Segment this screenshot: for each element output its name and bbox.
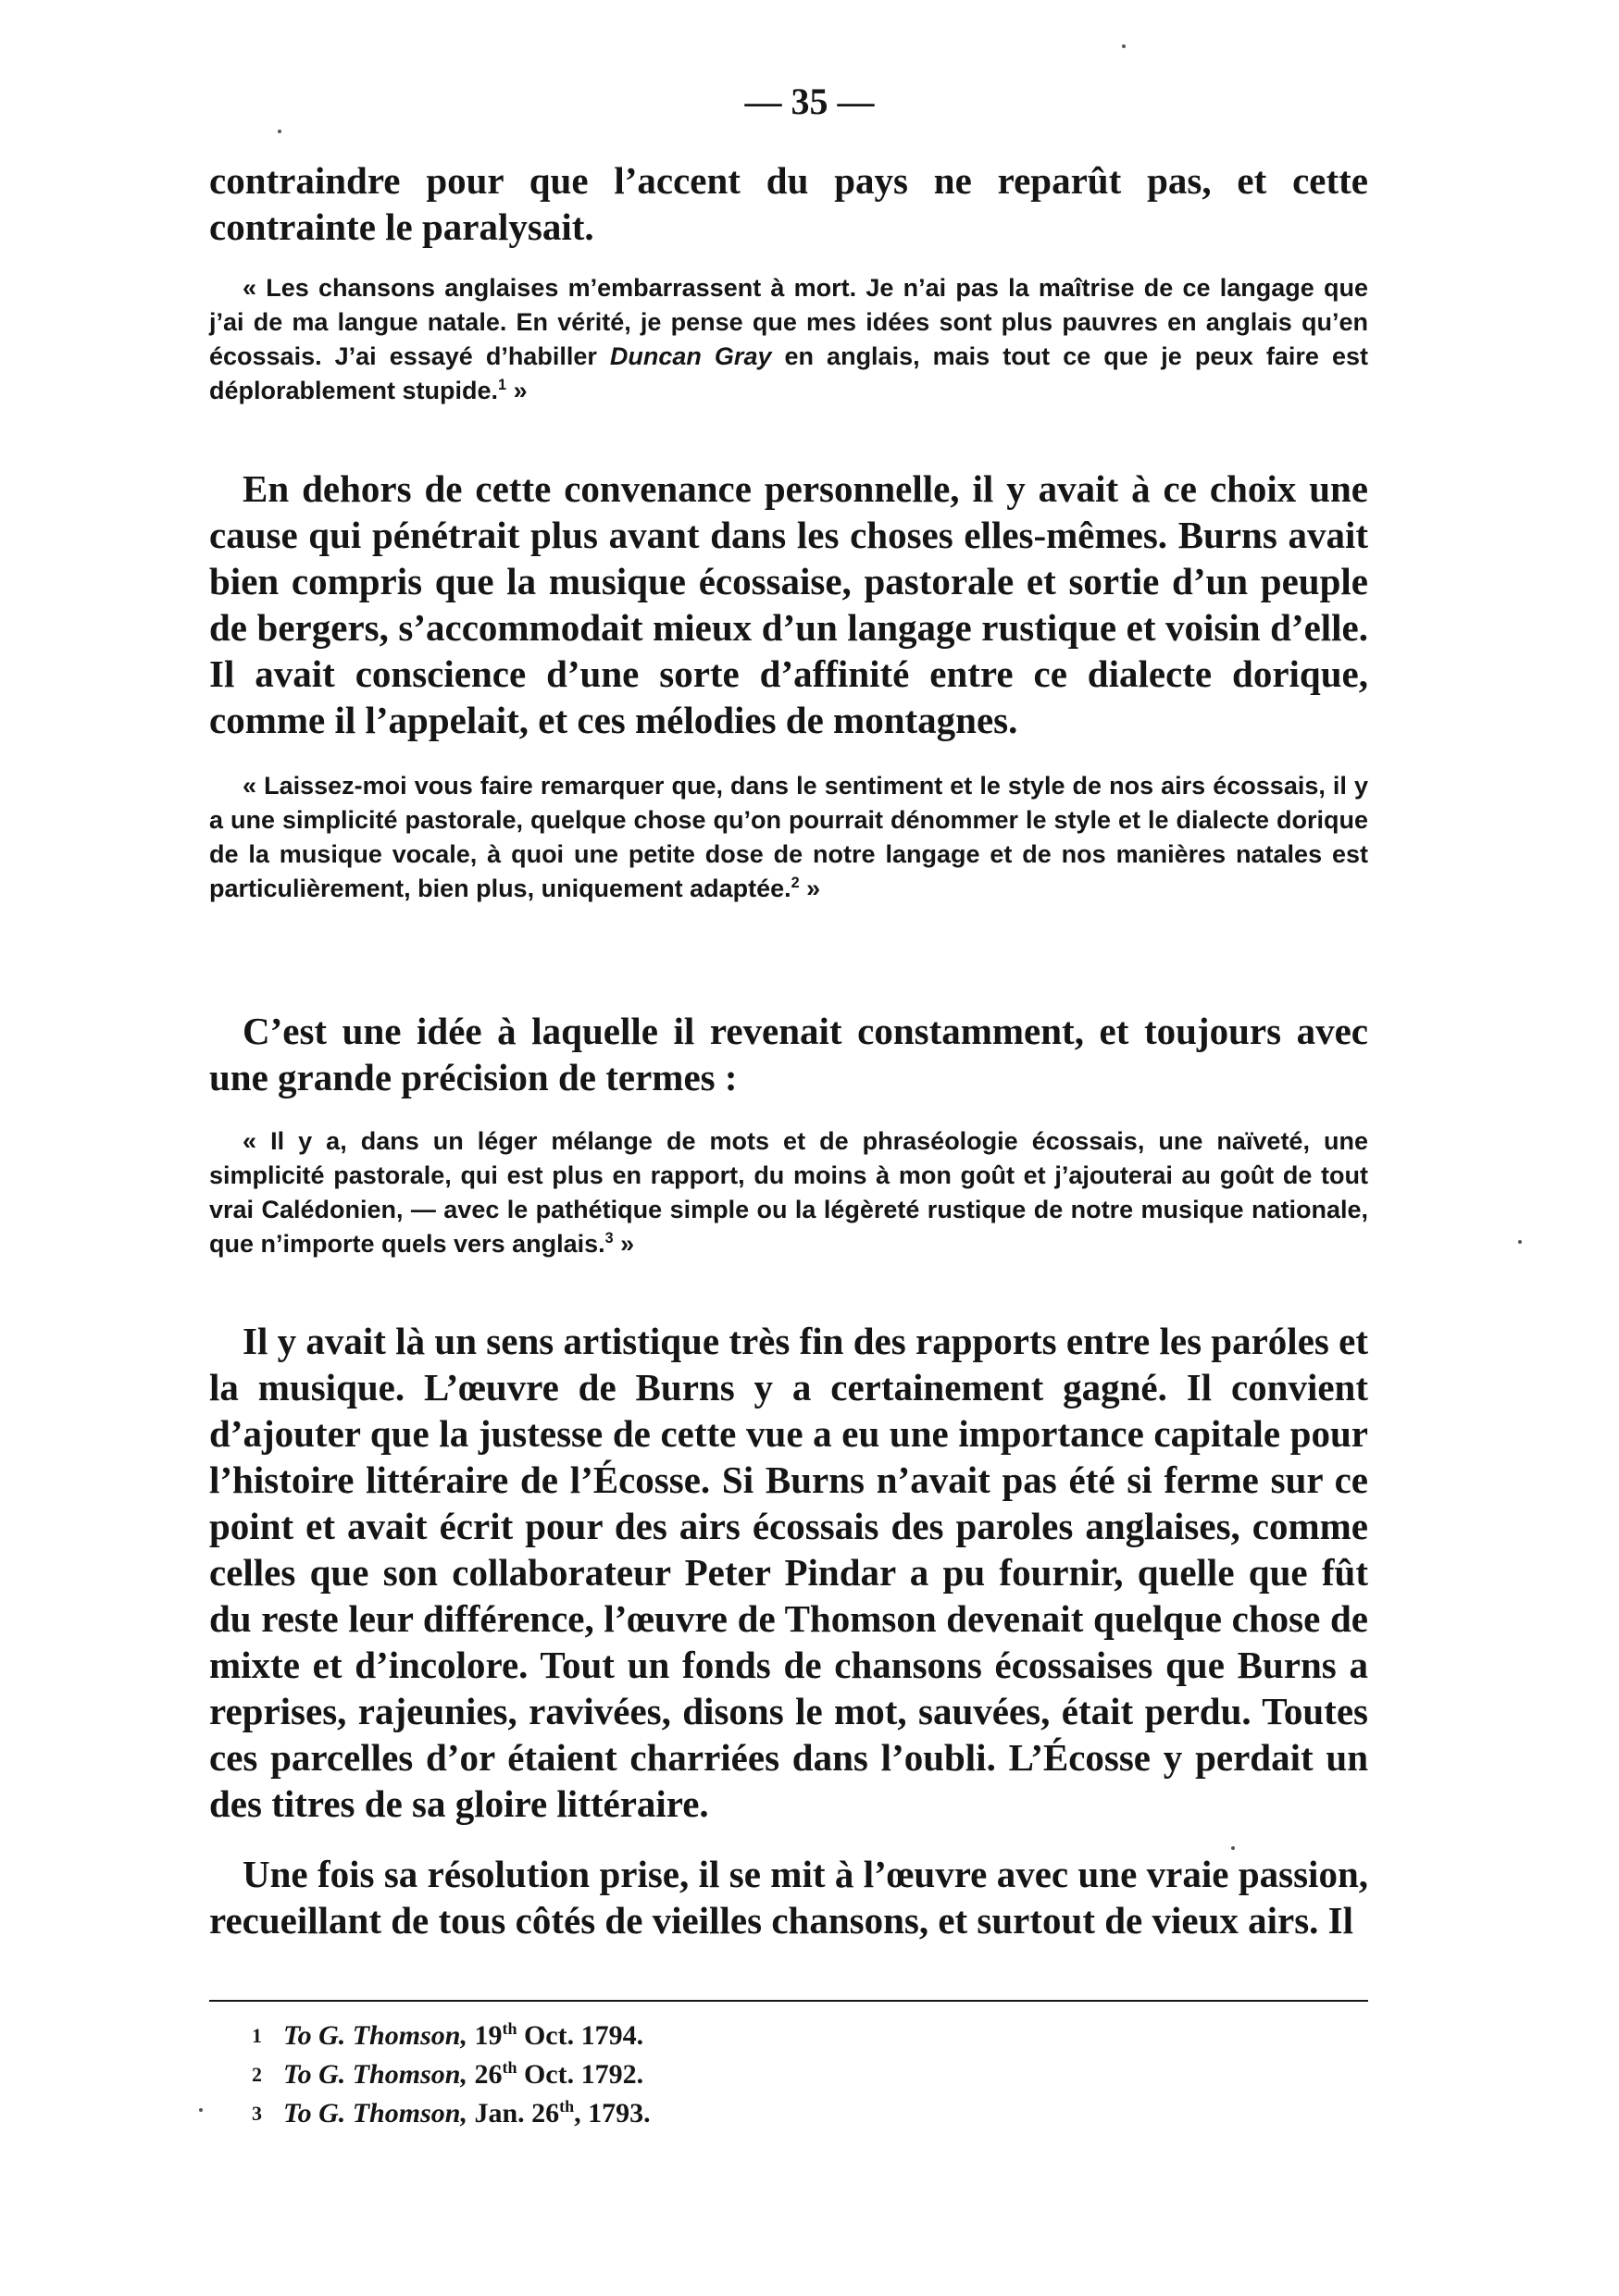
footnote-recipient: To G. Thomson, [283, 2059, 467, 2090]
footnote-ref: 2 [791, 875, 800, 891]
paragraph-text: Une fois sa résolution prise, il se mit à l’œuvre avec une vraie passion, recueillant de tous côtés de vieilles chansons, et surtout de vieux airs. Il [209, 1853, 1368, 1942]
quote-text: en anglais, mais tout ce que je peux faire est déplorablement stupide. [209, 342, 1368, 404]
footnote-divider [209, 2000, 1368, 2002]
paragraph-4 [209, 1318, 1368, 1827]
footnote-date: 19 [474, 2020, 503, 2051]
footnote-ordinal: th [559, 2097, 575, 2116]
footnote-1 [252, 2017, 1085, 2054]
footnote-rest: , 1793. [574, 2098, 651, 2128]
footnote-ordinal: th [502, 2019, 517, 2038]
footnote-ordinal: th [502, 2058, 517, 2077]
page-number: — 35 — [744, 81, 875, 122]
paragraph-text: contraindre pour que l’accent du pays ne reparût pas, et cette contrainte le paralysait. [209, 159, 1368, 248]
quote-block-2 [209, 769, 1368, 906]
scan-speck [199, 2108, 203, 2112]
paragraph-text: C’est une idée à laquelle il revenait constamment, et toujours avec une grande précision de termes : [209, 1010, 1368, 1098]
paragraph-3 [209, 1008, 1368, 1100]
footnote-rest: Oct. 1794. [517, 2020, 644, 2051]
paragraph-continuation [209, 157, 1368, 250]
quote-open-mark: « [243, 772, 257, 800]
quote-open-mark: « [243, 274, 257, 302]
footnote-ref: 3 [604, 1230, 614, 1247]
footnote-date: Jan. 26 [474, 2098, 560, 2128]
quote-close-mark: » [620, 1230, 635, 1258]
scan-speck [1231, 1846, 1235, 1850]
footnote-number: 3 [252, 2102, 262, 2125]
quote-text: Les chansons anglaises m’embarrassent à mort. Je n’ai pas la maîtrise de ce langage que j’ai de ma langue natale. En vérité, je pense que mes idées sont plus pauvres en anglais qu’en écossais. J’ai essayé d’habiller [209, 274, 1368, 370]
song-title: Duncan Gray [609, 342, 772, 370]
quote-block-1 [209, 271, 1368, 408]
scan-speck [1122, 44, 1126, 48]
quote-close-mark: » [513, 377, 528, 404]
footnotes [252, 2017, 1085, 2134]
quote-open-mark: « [243, 1127, 257, 1155]
quote-block-3 [209, 1124, 1368, 1261]
quote-text: Il y a, dans un léger mélange de mots et de phraséologie écossais, une naïveté, une simplicité pastorale, qui est plus en rapport, du moins à mon goût et j’ajouterai au goût de tout vrai Calédonien, — avec le pathétique simple ou la légèreté rustique de notre musique nationale, que n’importe quels vers anglais. [209, 1127, 1368, 1258]
paragraph-5 [209, 1851, 1368, 1943]
quote-text: Laissez-moi vous faire remarquer que, dans le sentiment et le style de nos airs écossais, il y a une simplicité pastorale, quelque chose qu’on pourrait dénommer le style et le dialecte dorique de la musique vocale, à quoi une petite dose de notre langage et de nos manières natales est particulièrement, bien plus, uniquement adaptée. [209, 772, 1368, 902]
paragraph-text: Il y avait là un sens artistique très fin des rapports entre les paróles et la musique. L’œuvre de Burns y a certainement gagné. Il convient d’ajouter que la justesse de cette vue a eu une importance capitale pour l’histoire littéraire de l’Écosse. Si Burns n’avait pas été si ferme sur ce point et avait écrit pour des airs écossais des paroles anglaises, comme celles que son collaborateur Peter Pindar a pu fournir, quelle que fût du reste leur différence, l’œuvre de Thomson devenait quelque chose de mixte et d’incolore. Tout un fonds de chansons écossaises que Burns a reprises, rajeunies, ravivées, disons le mot, sauvées, était perdu. Toutes ces parcelles d’or étaient charriées dans l’oubli. L’Écosse y perdait un des titres de sa gloire littéraire. [209, 1320, 1368, 1825]
scan-speck [278, 130, 281, 133]
paragraph-text: En dehors de cette convenance personnelle, il y avait à ce choix une cause qui pénétrait plus avant dans les choses elles-mêmes. Burns avait bien compris que la musique écossaise, pastorale et sortie d’un peuple de bergers, s’accommodait mieux d’un langage rustique et voisin d’elle. Il avait conscience d’une sorte d’affinité entre ce dialecte dorique, comme il l’appelait, et ces mélodies de montagnes. [209, 467, 1368, 741]
footnote-rest: Oct. 1792. [517, 2059, 644, 2090]
footnote-ref: 1 [498, 377, 507, 393]
footnote-recipient: To G. Thomson, [283, 2098, 467, 2128]
quote-close-mark: » [806, 875, 821, 902]
footnote-recipient: To G. Thomson, [283, 2020, 467, 2051]
footnote-date: 26 [474, 2059, 503, 2090]
footnote-2 [252, 2056, 1085, 2093]
footnote-number: 2 [252, 2063, 262, 2086]
scan-speck [1518, 1240, 1522, 1244]
footnote-number: 1 [252, 2024, 262, 2047]
footnote-3 [252, 2095, 1085, 2132]
paragraph-2 [209, 465, 1368, 743]
